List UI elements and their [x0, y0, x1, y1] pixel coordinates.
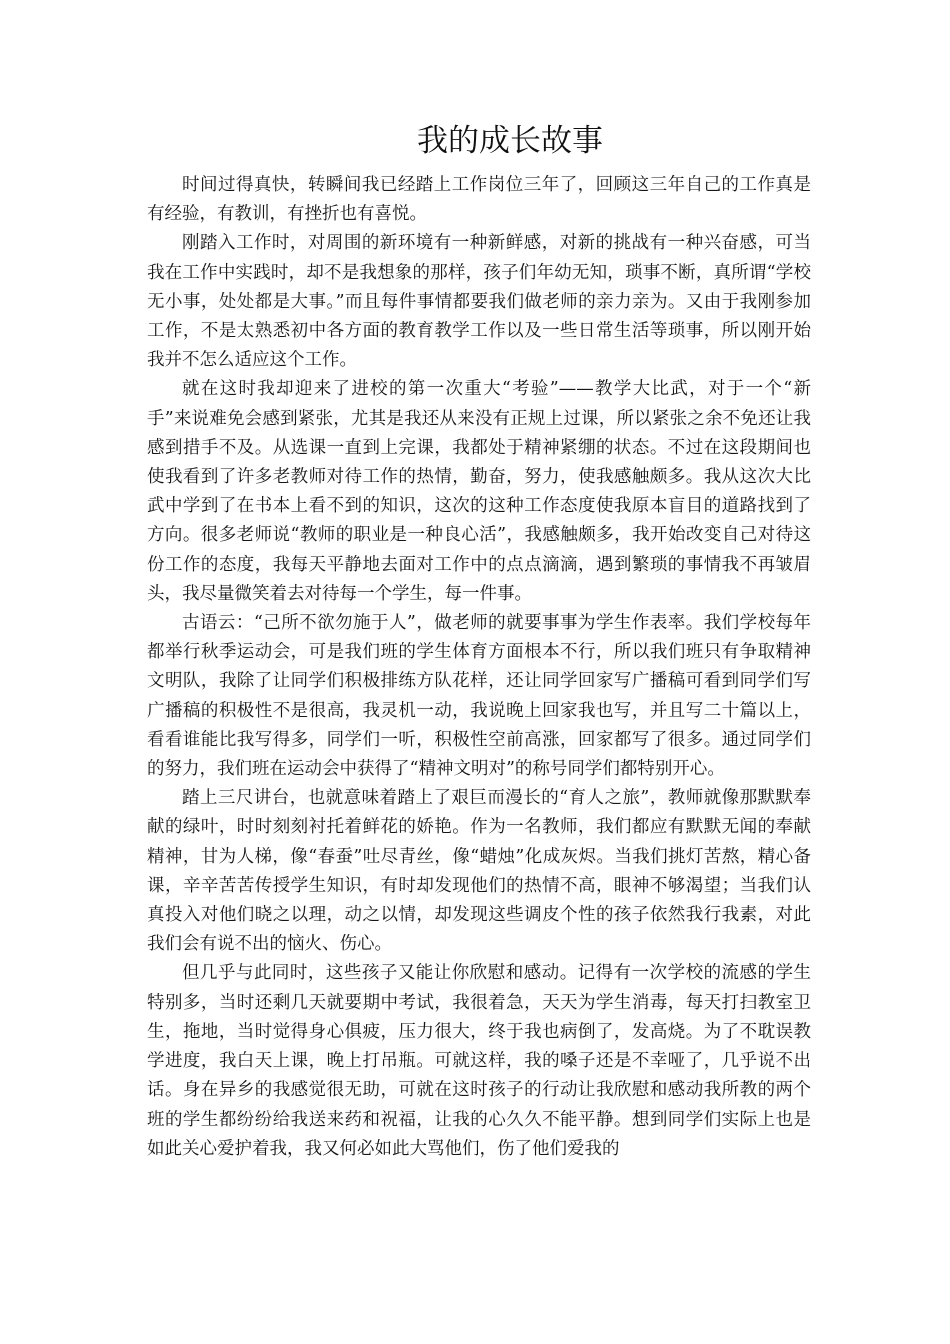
paragraph: 刚踏入工作时，对周围的新环境有一种新鲜感，对新的挑战有一种兴奋感，可当我在工作中实践时，却不是我想象的那样，孩子们年幼无知，琐事不断，真所谓“学校无小事，处处都是大事。”而且每件事情都要我们做老师的亲力亲为。又由于我刚参加工作，不是太熟悉初中各方面的教育教学工作以及一些日常生活等琐事，所以刚开始我并不怎么适应这个工作。 — [147, 233, 811, 371]
paragraph: 就在这时我却迎来了进校的第一次重大“考验”——教学大比武，对于一个“新手”来说难免会感到紧张，尤其是我还从来没有正规上过课，所以紧张之余不免还让我感到措手不及。从选课一直到上完课，我都处于精神紧绷的状态。不过在这段期间也使我看到了许多老教师对待工作的热情，勤奋，努力，使我感触颇多。我从这次大比武中学到了在书本上看不到的知识，这次的这种工作态度使我原本盲目的道路找到了方向。很多老师说“教师的职业是一种良心活”，我感触颇多，我开始改变自己对待这份工作的态度，我每天平静地去面对工作中的点点滴滴，遇到繁琐的事情我不再皱眉头，我尽量微笑着去对待每一个学生，每一件事。 — [147, 379, 811, 604]
paragraph: 踏上三尺讲台，也就意味着踏上了艰巨而漫长的“育人之旅”，教师就像那默默奉献的绿叶，时时刻刻衬托着鲜花的娇艳。作为一名教师，我们都应有默默无闻的奉献精神，甘为人梯，像“春蚕”吐尽青丝，像“蜡烛”化成灰烬。当我们挑灯苦熬，精心备课，辛辛苦苦传授学生知识，有时却发现他们的热情不高，眼神不够渴望；当我们认真投入对他们晓之以理，动之以情，却发现这些调皮个性的孩子依然我行我素，对此我们会有说不出的恼火、伤心。 — [147, 788, 811, 955]
document-body — [147, 171, 811, 1164]
paragraph: 古语云：“己所不欲勿施于人”，做老师的就要事事为学生作表率。我们学校每年都举行秋季运动会，可是我们班的学生体育方面根本不行，所以我们班只有争取精神文明队，我除了让同学们积极排练方队花样，还让同学回家写广播稿可看到同学们写广播稿的积极性不是很高，我灵机一动，我说晚上回家我也写，并且写二十篇以上，看看谁能比我写得多，同学们一听，积极性空前高涨，回家都写了很多。通过同学们的努力，我们班在运动会中获得了“精神文明对”的称号同学们都特别开心。 — [147, 613, 811, 780]
paragraph: 时间过得真快，转瞬间我已经踏上工作岗位三年了，回顾这三年自己的工作真是有经验，有教训，有挫折也有喜悦。 — [147, 175, 811, 225]
document-title: 我的成长故事 — [417, 123, 603, 159]
paragraph: 但几乎与此同时，这些孩子又能让你欣慰和感动。记得有一次学校的流感的学生特别多，当时还剩几天就要期中考试，我很着急，天天为学生消毒，每天打扫教室卫生，拖地，当时觉得身心俱疲，压力很大，终于我也病倒了，发高烧。为了不耽误教学进度，我白天上课，晚上打吊瓶。可就这样，我的嗓子还是不幸哑了，几乎说不出话。身在异乡的我感觉很无助，可就在这时孩子的行动让我欣慰和感动我所教的两个班的学生都纷纷给我送来药和祝福，让我的心久久不能平静。想到同学们实际上也是如此关心爱护着我，我又何必如此大骂他们，伤了他们爱我的 — [147, 963, 811, 1159]
